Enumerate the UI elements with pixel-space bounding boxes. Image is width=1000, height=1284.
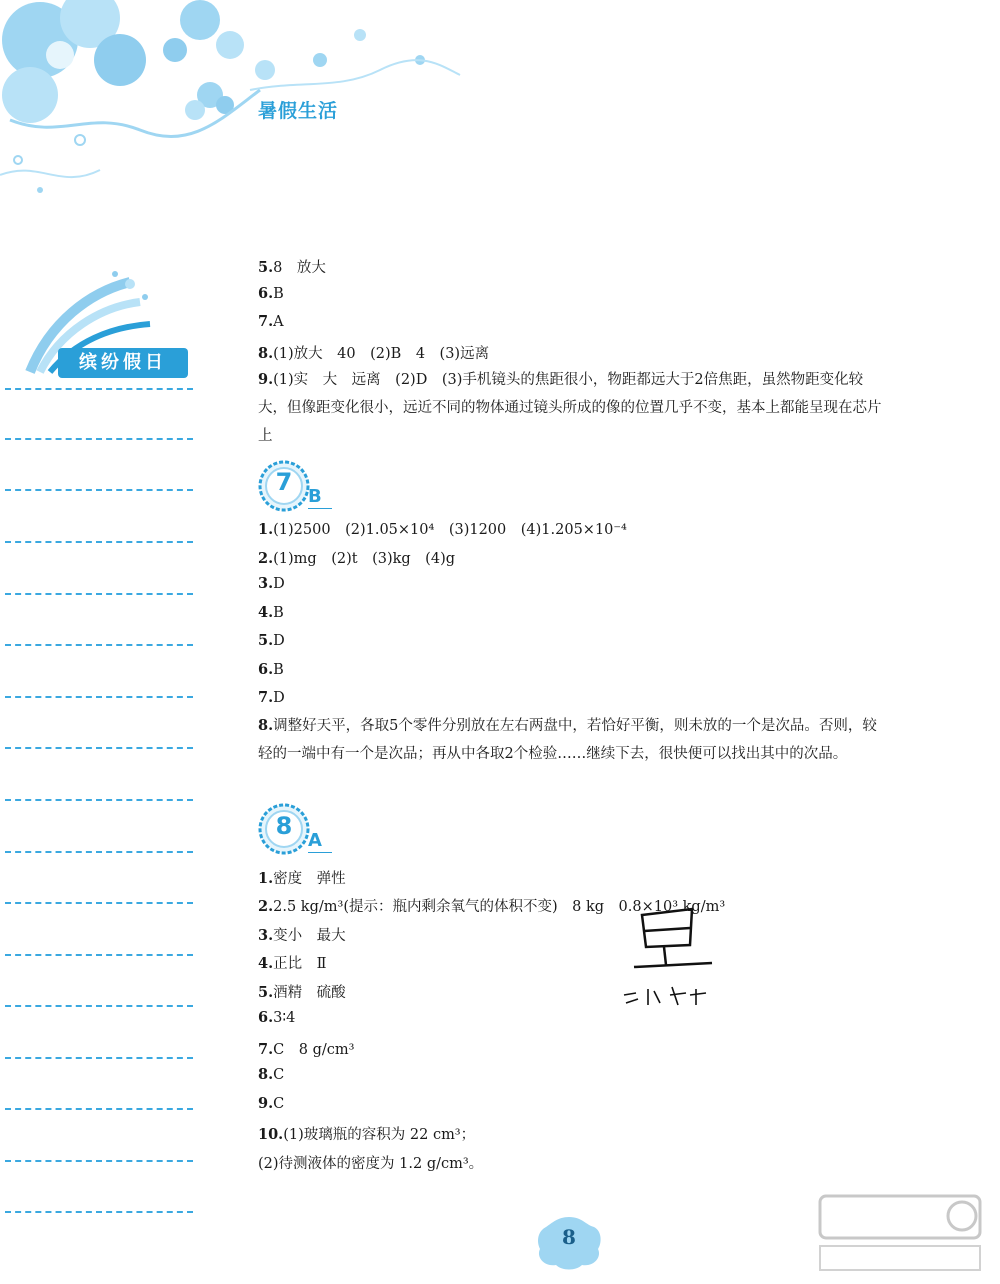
section-rule [308,508,332,509]
note-line [5,644,193,646]
note-line [5,696,193,698]
header-title: 暑假生活 [258,100,339,122]
note-line [5,1211,193,1213]
section-number: 8 [275,812,293,840]
answer-item: 5.酒精 硫酸 [258,984,346,1001]
floral-header-decoration [0,0,470,215]
answer-item: 8.C [258,1066,285,1083]
answer-item: 6.B [258,661,284,678]
watermark-logo [812,1188,992,1278]
handwritten-stamp [620,895,730,1010]
note-line [5,1108,193,1110]
answer-item: 5.D [258,632,285,649]
note-line [5,541,193,543]
note-line [5,489,193,491]
answer-item: 3.变小 最大 [258,927,346,944]
answer-item: 4.B [258,604,284,621]
answer-item: 7.D [258,689,285,706]
note-line [5,902,193,904]
page-number: 8 [562,1225,576,1249]
note-line [5,799,193,801]
answer-item: (2)待测液体的密度为 1.2 g/cm³。 [258,1156,484,1172]
answer-item: 4.正比 Ⅱ [258,955,327,972]
answer-item: 6.B [258,285,284,302]
note-line [5,1160,193,1162]
note-line [5,747,193,749]
answer-item: 5.8 放大 [258,259,326,276]
answer-item: 7.A [258,313,284,330]
answer-item: 7.C 8 g/cm³ [258,1041,355,1058]
note-line [5,954,193,956]
answer-item: 2.2.5 kg/m³(提示：瓶内剩余氧气的体积不变) 8 kg 0.8×10³ kg/m³ [258,898,726,915]
answer-item: 10.(1)玻璃瓶的容积为 22 cm³； [258,1126,476,1143]
note-line [5,851,193,853]
answer-item: 1.密度 弹性 [258,870,346,887]
answer-item: 8.调整好天平，各取5个零件分别放在左右两盘中，若恰好平衡，则未放的一个是次品。否则，较轻的一端中有一个是次品；再从中各取2个检验……继续下去，很快便可以找出其中的次品。 [258,717,877,762]
answer-item: 2.(1)mg (2)t (3)kg (4)g [258,550,456,567]
sidebar-label: 缤纷假日 [79,352,167,373]
answer-item: 3.D [258,575,285,592]
answer-item: 6.3∶4 [258,1009,296,1026]
note-line [5,388,193,390]
answer-item: 8.(1)放大 40 (2)B 4 (3)远离 [258,345,490,362]
note-line [5,593,193,595]
answer-item: 9.(1)实 大 远离 (2)D (3)手机镜头的焦距很小，物距都远大于2倍焦距，虽然物距变化较大，但像距变化很小，远近不同的物体通过镜头所成的像的位置几乎不变，基本上都能呈现在芯片上 [258,371,882,444]
section-letter: B [308,486,322,507]
note-line [5,1057,193,1059]
section-number: 7 [275,468,293,496]
note-line [5,1005,193,1007]
answer-item: 9.C [258,1095,285,1112]
section-letter: A [308,830,322,851]
section-rule [308,852,332,853]
answer-item: 1.(1)2500 (2)1.05×10⁴ (3)1200 (4)1.205×10⁻⁴ [258,521,627,538]
note-line [5,438,193,440]
